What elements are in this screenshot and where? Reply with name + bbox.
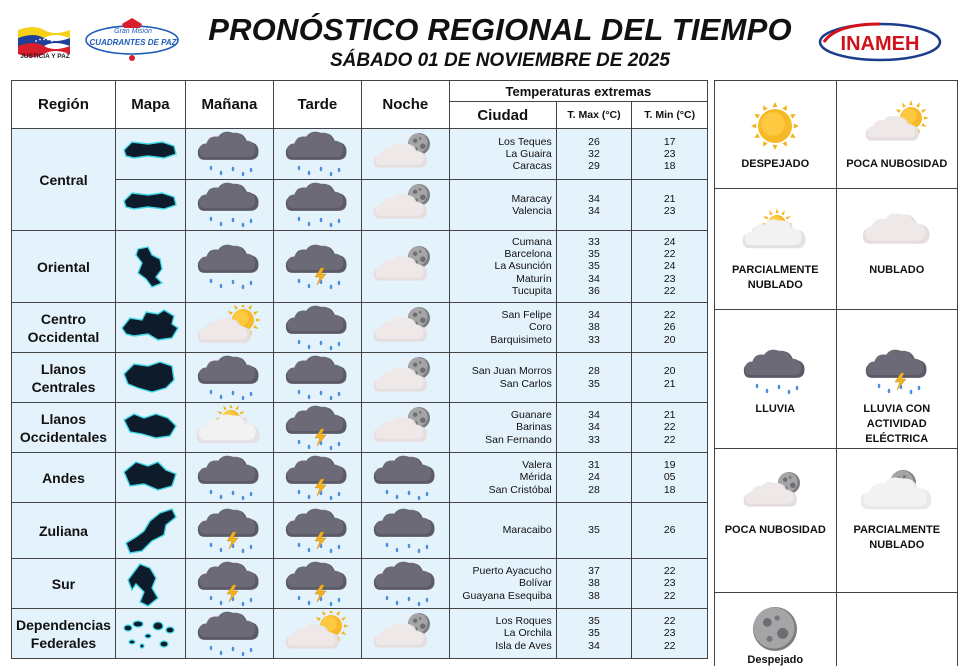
city-name: Valencia	[512, 205, 552, 217]
city-name: Maracay	[511, 192, 552, 205]
tmin-value: 24	[663, 235, 676, 248]
tmax-cell	[556, 303, 632, 353]
legend-label: LLUVIA	[755, 403, 796, 415]
header-morning: Mañana	[185, 81, 273, 129]
tmin-value: 18	[663, 483, 676, 496]
city-name: La Guaira	[505, 147, 552, 160]
map-cell	[115, 353, 185, 403]
tmin-value: 23	[663, 147, 676, 160]
night-icon-cell	[361, 559, 449, 609]
rain-cloud-icon	[275, 182, 359, 228]
city-cell	[449, 129, 556, 180]
city-cell	[449, 403, 556, 453]
region-name: Oriental	[12, 231, 116, 303]
map-cell	[115, 453, 185, 503]
page-title: PRONÓSTICO REGIONAL DEL TIEMPO	[208, 12, 792, 47]
legend-item	[715, 449, 837, 593]
city-name: Puerto Ayacucho	[472, 565, 552, 578]
tmax-value: 31	[588, 459, 600, 472]
tmin-value: 22	[663, 284, 676, 297]
tmin-value: 18	[663, 160, 676, 173]
tmin-value: 21	[663, 377, 676, 390]
inameh-logo-text: INAMEH	[840, 33, 920, 55]
city-name: Guayana Esequiba	[462, 589, 552, 602]
storm-cloud-icon	[275, 405, 359, 451]
legend-label: DESPEJADO	[741, 158, 810, 170]
legend-item	[715, 81, 837, 189]
tmin-cell	[632, 303, 708, 353]
tmax-value: 26	[588, 135, 600, 148]
forecast-table	[11, 80, 708, 659]
tmin-value: 22	[663, 433, 676, 446]
map-cell	[115, 231, 185, 303]
header-temps: Temperaturas extremas	[449, 81, 707, 102]
tmax-value: 32	[588, 147, 600, 160]
moon-cloud-icon	[363, 182, 447, 228]
tmax-value: 28	[588, 365, 600, 378]
table-row	[12, 129, 708, 180]
moon-cloud-icon	[363, 305, 447, 351]
legend-label: PARCIALMENTE NUBLADO	[853, 524, 941, 551]
storm-cloud-icon	[187, 508, 271, 554]
tmin-cell	[632, 453, 708, 503]
rain-cloud-icon	[275, 305, 359, 351]
tmax-value: 34	[588, 421, 600, 434]
moon-cloud-icon	[363, 405, 447, 451]
tmin-value: 22	[663, 309, 676, 322]
morning-icon-cell	[185, 129, 273, 180]
tmin-value: 21	[663, 409, 676, 422]
legend-item	[836, 81, 958, 189]
tmax-cell	[556, 453, 632, 503]
map-cell	[115, 180, 185, 231]
rain-cloud-icon	[187, 131, 271, 177]
city-name: Caracas	[512, 160, 552, 173]
afternoon-icon-cell	[273, 609, 361, 659]
city-name: Los Roques	[495, 615, 552, 628]
region-map	[118, 454, 182, 502]
tmax-value: 38	[588, 321, 600, 334]
morning-icon-cell	[185, 403, 273, 453]
legend-label: LLUVIA CON ACTIVIDAD ELÉCTRICA	[863, 403, 931, 445]
tmax-value: 34	[588, 309, 600, 322]
city-cell	[449, 453, 556, 503]
region-name: Central	[12, 129, 116, 231]
tmin-value: 20	[663, 333, 676, 346]
tmax-value: 36	[588, 284, 600, 297]
city-name: Barcelona	[504, 248, 552, 261]
morning-icon-cell	[185, 503, 273, 559]
tmax-value: 35	[588, 377, 600, 390]
night-icon-cell	[361, 353, 449, 403]
night-icon-cell	[361, 503, 449, 559]
tmax-cell	[556, 503, 632, 559]
city-name: Coro	[528, 321, 552, 334]
region-map	[118, 354, 182, 402]
legend-label: Despejado	[747, 654, 804, 666]
city-cell	[449, 609, 556, 659]
header-region: Región	[12, 81, 116, 129]
table-row	[12, 609, 708, 659]
city-name: Tucupita	[511, 284, 552, 297]
tmax-value: 24	[588, 471, 600, 484]
tmax-value: 35	[588, 524, 600, 537]
region-map	[118, 181, 182, 229]
legend-label: POCA NUBOSIDAD	[846, 158, 948, 170]
region-name: Sur	[12, 559, 116, 609]
afternoon-icon-cell	[273, 303, 361, 353]
city-name: San Cristóbal	[488, 483, 552, 496]
tmin-value: 26	[663, 321, 676, 334]
rain-cloud-icon	[187, 182, 271, 228]
city-cell	[449, 180, 556, 231]
tmin-cell	[632, 403, 708, 453]
legend-label: PARCIALMENTE NUBLADO	[731, 264, 819, 291]
tmax-value: 38	[588, 577, 600, 590]
table-row	[12, 353, 708, 403]
region-name: Dependencias Federales	[12, 609, 116, 659]
night-icon-cell	[361, 129, 449, 180]
tmax-value: 35	[588, 627, 600, 640]
map-cell	[115, 403, 185, 453]
sun-cloud-icon	[187, 305, 271, 351]
tmax-cell	[556, 129, 632, 180]
legend-item	[715, 593, 837, 666]
tmin-value: 22	[663, 615, 676, 628]
tmax-cell	[556, 559, 632, 609]
tmax-value: 28	[588, 483, 600, 496]
rain-cloud-icon	[187, 244, 271, 290]
partly-sun-cloud-icon	[725, 203, 825, 263]
tmin-value: 17	[663, 135, 676, 148]
map-cell	[115, 303, 185, 353]
storm-cloud-icon	[275, 561, 359, 607]
city-cell	[449, 503, 556, 559]
city-name: La Asunción	[494, 260, 552, 273]
tmin-cell	[632, 353, 708, 403]
city-name: Maturín	[516, 272, 552, 285]
tmin-value: 22	[663, 639, 676, 652]
legend-item	[836, 189, 958, 310]
table-row	[12, 180, 708, 231]
tmin-value: 26	[663, 524, 676, 537]
night-icon-cell	[361, 403, 449, 453]
moon-cloud-icon	[363, 131, 447, 177]
tmin-value: 23	[663, 205, 676, 217]
tmin-cell	[632, 129, 708, 180]
afternoon-icon-cell	[273, 503, 361, 559]
table-row	[12, 303, 708, 353]
afternoon-icon-cell	[273, 129, 361, 180]
tmin-cell	[632, 609, 708, 659]
moon-cloud-icon	[363, 244, 447, 290]
cloud-icon	[847, 203, 947, 263]
cuadrantes-paz-text: CUADRANTES DE PAZ	[89, 38, 177, 47]
legend-label: NUBLADO	[869, 264, 925, 276]
tmin-cell	[632, 231, 708, 303]
sun-cloud-icon	[847, 95, 947, 157]
tmax-value: 37	[588, 565, 600, 578]
region-map	[118, 610, 182, 658]
region-name: Zuliana	[12, 503, 116, 559]
tmin-value: 23	[663, 272, 676, 285]
city-name: Barinas	[516, 421, 552, 434]
sun-icon	[725, 95, 825, 157]
page-date: SÁBADO 01 DE NOVIEMBRE DE 2025	[330, 50, 670, 71]
legend-table	[714, 80, 958, 666]
tmin-value: 23	[663, 577, 676, 590]
tmin-value: 19	[663, 459, 676, 472]
tmax-value: 34	[588, 205, 600, 217]
legend-item	[836, 593, 958, 666]
tmin-value: 23	[663, 627, 676, 640]
tmin-value: 24	[663, 260, 676, 273]
city-cell	[449, 231, 556, 303]
morning-icon-cell	[185, 231, 273, 303]
rain-cloud-icon	[363, 561, 447, 607]
region-name: Llanos Occidentales	[12, 403, 116, 453]
inameh-logo	[816, 20, 944, 64]
moon-icon	[725, 605, 825, 653]
afternoon-icon-cell	[273, 559, 361, 609]
map-cell	[115, 129, 185, 180]
city-name: Isla de Aves	[495, 639, 552, 652]
afternoon-icon-cell	[273, 180, 361, 231]
partly-sun-cloud-icon	[187, 405, 271, 451]
morning-icon-cell	[185, 180, 273, 231]
rain-cloud-icon	[275, 355, 359, 401]
tmin-value: 22	[663, 589, 676, 602]
tmax-value: 34	[588, 192, 600, 205]
city-name: San Felipe	[501, 309, 552, 322]
rain-cloud-icon	[363, 455, 447, 501]
region-map	[118, 304, 182, 352]
tmin-cell	[632, 503, 708, 559]
tmax-value: 33	[588, 433, 600, 446]
city-name: Barquisimeto	[490, 333, 552, 346]
map-cell	[115, 609, 185, 659]
tmax-value: 38	[588, 589, 600, 602]
city-cell	[449, 353, 556, 403]
header-night: Noche	[361, 81, 449, 129]
rain-cloud-icon	[187, 611, 271, 657]
afternoon-icon-cell	[273, 403, 361, 453]
rain-cloud-icon	[725, 342, 825, 402]
city-name: Guanare	[510, 409, 552, 422]
tmax-value: 33	[588, 333, 600, 346]
city-name: San Fernando	[485, 433, 552, 446]
tmin-cell	[632, 559, 708, 609]
tmin-value: 22	[663, 248, 676, 261]
tmax-value: 35	[588, 615, 600, 628]
city-name: Cumana	[512, 235, 552, 248]
night-icon-cell	[361, 303, 449, 353]
night-icon-cell	[361, 453, 449, 503]
map-cell	[115, 503, 185, 559]
rain-cloud-icon	[363, 508, 447, 554]
moon-cloud-icon	[363, 355, 447, 401]
afternoon-icon-cell	[273, 353, 361, 403]
tmax-value: 35	[588, 248, 600, 261]
region-map	[118, 507, 182, 555]
rain-cloud-icon	[187, 455, 271, 501]
tmax-value: 34	[588, 409, 600, 422]
tmin-value: 22	[663, 421, 676, 434]
tmax-value: 34	[588, 272, 600, 285]
city-name: Maracaibo	[502, 524, 552, 537]
justicia-paz-caption: JUSTICIA Y PAZ	[20, 53, 70, 60]
header-afternoon: Tarde	[273, 81, 361, 129]
tmax-value: 33	[588, 235, 600, 248]
region-map	[118, 404, 182, 452]
city-name: Valera	[522, 459, 552, 472]
storm-cloud-icon	[187, 561, 271, 607]
region-name: Llanos Centrales	[12, 353, 116, 403]
tmax-value: 29	[588, 160, 600, 173]
tmax-cell	[556, 403, 632, 453]
city-name: Los Teques	[498, 135, 552, 148]
tmin-value: 21	[663, 192, 676, 205]
morning-icon-cell	[185, 609, 273, 659]
storm-cloud-icon	[275, 508, 359, 554]
storm-cloud-icon	[847, 342, 947, 402]
moon-cloud-icon	[363, 611, 447, 657]
header-map: Mapa	[115, 81, 185, 129]
tmax-cell	[556, 353, 632, 403]
header-tmax: T. Max (°C)	[556, 102, 632, 129]
tmax-value: 34	[588, 639, 600, 652]
city-name: San Juan Morros	[471, 365, 552, 378]
morning-icon-cell	[185, 559, 273, 609]
table-row	[12, 231, 708, 303]
city-name: Bolívar	[519, 577, 552, 590]
afternoon-icon-cell	[273, 231, 361, 303]
legend-item	[836, 449, 958, 593]
night-icon-cell	[361, 609, 449, 659]
region-map	[118, 560, 182, 608]
city-name: La Orchila	[503, 627, 552, 640]
legend-label: POCA NUBOSIDAD	[724, 524, 826, 536]
map-cell	[115, 559, 185, 609]
morning-icon-cell	[185, 353, 273, 403]
city-name: Mérida	[519, 471, 552, 484]
night-icon-cell	[361, 180, 449, 231]
rain-cloud-icon	[187, 355, 271, 401]
storm-cloud-icon	[275, 244, 359, 290]
region-name: Andes	[12, 453, 116, 503]
tmin-cell	[632, 180, 708, 231]
tmax-value: 35	[588, 260, 600, 273]
tmin-value: 20	[663, 365, 676, 378]
sun-cloud-icon	[275, 611, 359, 657]
tmin-value: 22	[663, 565, 676, 578]
tmax-cell	[556, 180, 632, 231]
moon-cloud-icon	[725, 463, 825, 523]
morning-icon-cell	[185, 303, 273, 353]
table-row	[12, 453, 708, 503]
tmax-cell	[556, 609, 632, 659]
legend-item	[715, 189, 837, 310]
region-map	[118, 130, 182, 178]
region-name: Centro Occidental	[12, 303, 116, 353]
legend-item	[836, 310, 958, 449]
table-row	[12, 503, 708, 559]
table-row	[12, 559, 708, 609]
moon-big-cloud-icon	[847, 463, 947, 523]
storm-cloud-icon	[275, 455, 359, 501]
city-cell	[449, 303, 556, 353]
region-map	[118, 243, 182, 291]
header-tmin: T. Min (°C)	[632, 102, 708, 129]
tmax-cell	[556, 231, 632, 303]
tmin-value: 05	[663, 471, 676, 484]
city-name: San Carlos	[499, 377, 552, 390]
city-cell	[449, 559, 556, 609]
table-row	[12, 403, 708, 453]
legend-item	[715, 310, 837, 449]
morning-icon-cell	[185, 453, 273, 503]
afternoon-icon-cell	[273, 453, 361, 503]
header-city: Ciudad	[449, 102, 556, 129]
gran-mision-text: Gran Misión	[114, 28, 152, 35]
night-icon-cell	[361, 231, 449, 303]
rain-cloud-icon	[275, 131, 359, 177]
